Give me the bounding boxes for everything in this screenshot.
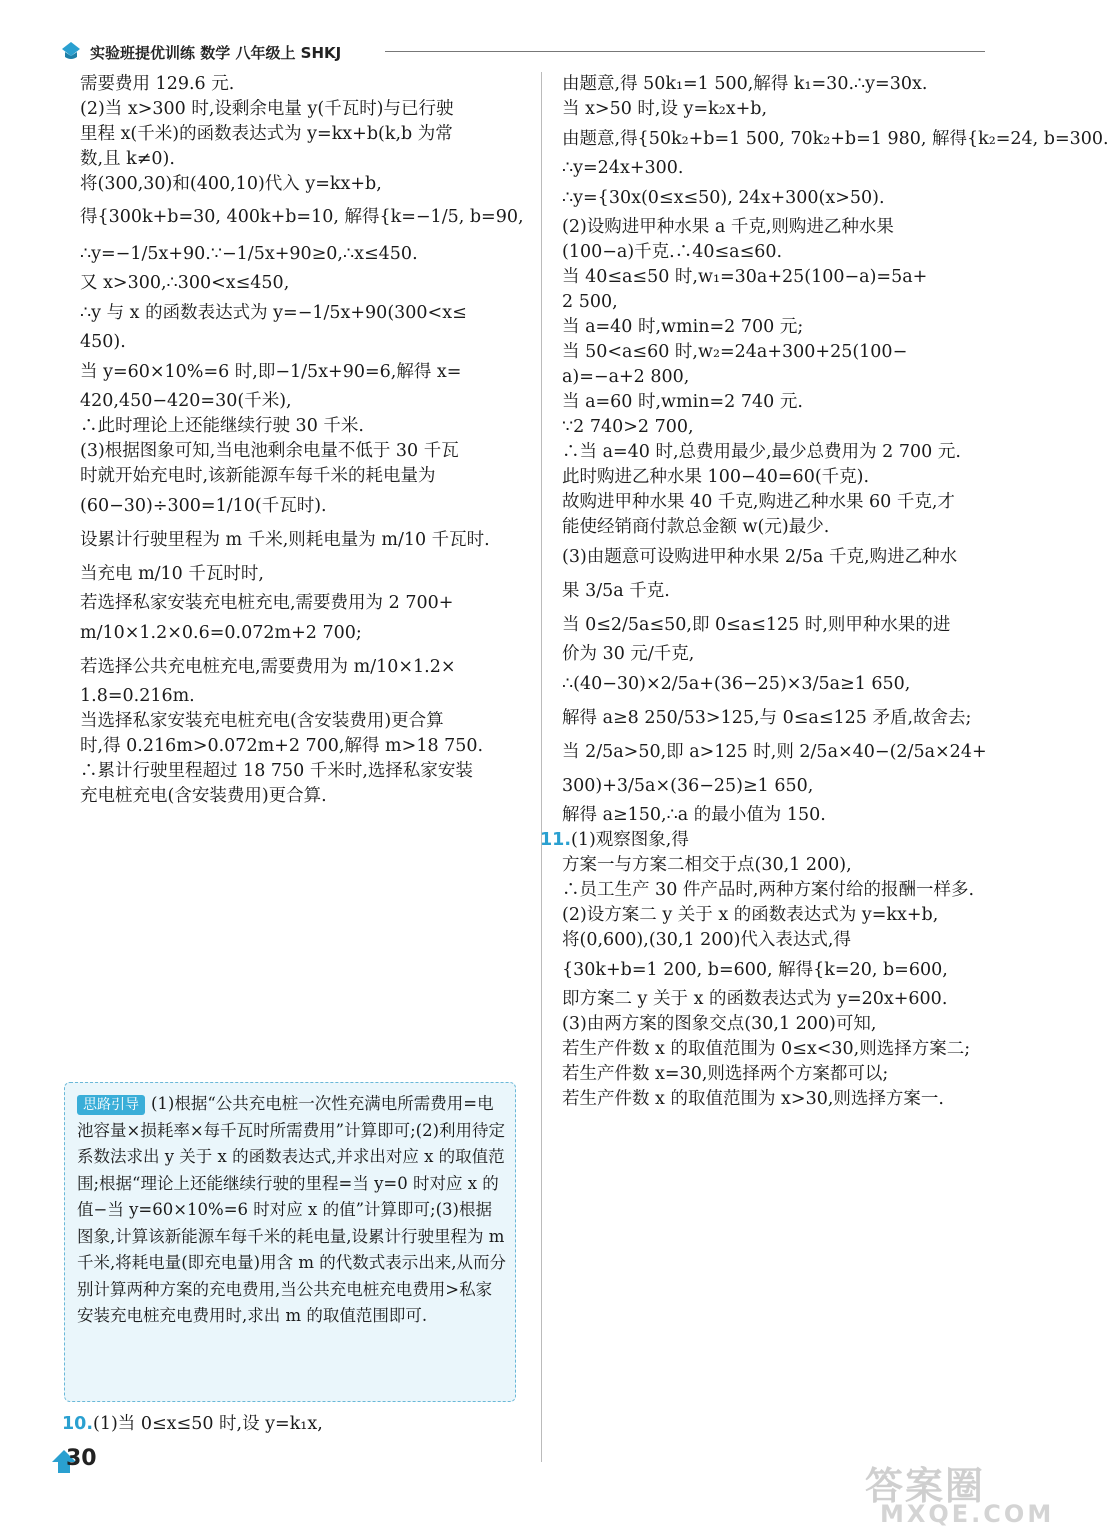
watermark-logo: 答案圈	[865, 1464, 986, 1508]
text-line: ∴y 与 x 的函数表达式为 y=−1/5x+90(300<x≤	[80, 303, 467, 323]
text-line: 2 500,	[562, 292, 618, 312]
text-line: 420,450−420=30(千米),	[80, 391, 292, 411]
text-line: a)=−a+2 800,	[562, 367, 690, 387]
text-line: 得{300k+b=30, 400k+b=10, 解得{k=−1/5, b=90,	[80, 207, 524, 227]
text-line: 当 40≤a≤50 时,w₁=30a+25(100−a)=5a+	[562, 267, 928, 287]
text-line: 即方案二 y 关于 x 的函数表达式为 y=20x+600.	[562, 989, 948, 1009]
text-line: 设累计行驶里程为 m 千米,则耗电量为 m/10 千瓦时.	[80, 530, 490, 550]
text-line: ∴此时理论上还能继续行驶 30 千米.	[80, 416, 364, 436]
text-line: 里程 x(千米)的函数表达式为 y=kx+b(k,b 为常	[80, 124, 453, 144]
text-line: m/10×1.2×0.6=0.072m+2 700;	[80, 623, 362, 643]
text-line: 当 2/5a>50,即 a>125 时,则 2/5a×40−(2/5a×24+	[562, 742, 987, 762]
question-11-text: (1)观察图象,得	[571, 830, 689, 850]
page-header	[60, 36, 985, 66]
text-line: (2)设方案二 y 关于 x 的函数表达式为 y=kx+b,	[562, 905, 939, 925]
text-line: 当 50<a≤60 时,w₂=24a+300+25(100−	[562, 342, 908, 362]
text-line: 充电桩充电(含安装费用)更合算.	[80, 786, 327, 806]
text-line: 1.8=0.216m.	[80, 686, 195, 706]
text-line: 将(0,600),(30,1 200)代入表达式,得	[562, 930, 851, 950]
text-line: 将(300,30)和(400,10)代入 y=kx+b,	[80, 174, 382, 194]
text-line: ∴y=−1/5x+90.∵−1/5x+90≥0,∴x≤450.	[80, 244, 418, 264]
text-line: (2)当 x>300 时,设剩余电量 y(千瓦时)与已行驶	[80, 99, 454, 119]
question-number: 11.	[540, 830, 572, 850]
hint-text-block	[77, 1091, 507, 1330]
text-line: (3)由题意可设购进甲种水果 2/5a 千克,购进乙种水	[562, 547, 958, 567]
text-line: (60−30)÷300=1/10(千瓦时).	[80, 496, 327, 516]
hint-badge: 思路引导	[77, 1095, 145, 1115]
left-column	[80, 72, 524, 809]
text-line: (3)由两方案的图象交点(30,1 200)可知,	[562, 1014, 877, 1034]
text-line: 能使经销商付款总金额 w(元)最少.	[562, 517, 830, 537]
text-line: 由题意,得{50k₂+b=1 500, 70k₂+b=1 980, 解得{k₂=24, b=300.	[562, 129, 1109, 149]
text-line: 450).	[80, 332, 126, 352]
text-line: 时就开始充电时,该新能源车每千米的耗电量为	[80, 466, 436, 486]
text-line: 此时购进乙种水果 100−40=60(千克).	[562, 467, 870, 487]
text-line: ∵2 740>2 700,	[562, 417, 694, 437]
text-line: ∴员工生产 30 件产品时,两种方案付给的报酬一样多.	[562, 880, 975, 900]
book-logo-icon	[60, 40, 82, 62]
text-line: ∴累计行驶里程超过 18 750 千米时,选择私家安装	[80, 761, 473, 781]
text-line: 数,且 k≠0).	[80, 149, 175, 169]
text-line: 由题意,得 50k₁=1 500,解得 k₁=30.∴y=30x.	[562, 74, 928, 94]
text-line: 当 a=60 时,wmin=2 740 元.	[562, 392, 803, 412]
text-line: (100−a)千克.∴40≤a≤60.	[562, 242, 783, 262]
text-line: 又 x>300,∴300<x≤450,	[80, 273, 290, 293]
text-line: 若选择公共充电桩充电,需要费用为 m/10×1.2×	[80, 657, 456, 677]
text-line: ∴y=24x+300.	[562, 158, 684, 178]
header-rule	[385, 51, 985, 52]
question-number: 10.	[62, 1414, 94, 1434]
right-column	[540, 72, 1109, 1112]
text-line: 若生产件数 x 的取值范围为 0≤x<30,则选择方案二;	[562, 1039, 971, 1059]
text-line: 当 x>50 时,设 y=k₂x+b,	[562, 99, 768, 119]
text-line: 时,得 0.216m>0.072m+2 700,解得 m>18 750.	[80, 736, 484, 756]
text-line: 当 a=40 时,wmin=2 700 元;	[562, 317, 804, 337]
text-line: ∴当 a=40 时,总费用最少,最少总费用为 2 700 元.	[562, 442, 961, 462]
watermark-url: MXQE.COM	[880, 1500, 1055, 1528]
text-line: {30k+b=1 200, b=600, 解得{k=20, b=600,	[562, 960, 948, 980]
page-number-badge	[52, 1446, 97, 1478]
page-number: 30	[66, 1446, 97, 1471]
text-line: 故购进甲种水果 40 千克,购进乙种水果 60 千克,才	[562, 492, 955, 512]
text-line: 若生产件数 x 的取值范围为 x>30,则选择方案一.	[562, 1089, 944, 1109]
hint-box	[64, 1082, 516, 1402]
text-line: 果 3/5a 千克.	[562, 581, 670, 601]
text-line: 300)+3/5a×(36−25)≥1 650,	[562, 776, 814, 796]
text-line: (3)根据图象可知,当电池剩余电量不低于 30 千瓦	[80, 441, 459, 461]
text-line: 当充电 m/10 千瓦时时,	[80, 564, 264, 584]
column-divider	[541, 72, 542, 1462]
text-line: 若选择私家安装充电桩充电,需要费用为 2 700+	[80, 593, 454, 613]
hint-text: (1)根据“公共充电桩一次性充满电所需费用=电池容量×损耗率×每千瓦时所需费用”计算即可;(2)利用待定系数法求出 y 关于 x 的函数表达式,并求出对应 x 的取值范围;根据“理论上还能继续行驶的里程=当 y=0 时对应 x 的值−当 y=60×10%=6 时对应 x 的值”计算即可;(3)根据图象,计算该新能源车每千米的耗电量,设累计行驶里程为 m 千米,将耗电量(即充电量)用含 m 的代数式表示出来,从而分别计算两种方案的充电费用,当公共充电桩充电费用>私家安装充电桩充电费用时,求出 m 的取值范围即可.	[77, 1094, 506, 1325]
text-line: (2)设购进甲种水果 a 千克,则购进乙种水果	[562, 217, 894, 237]
text-line: 若生产件数 x=30,则选择两个方案都可以;	[562, 1064, 889, 1084]
question-10-text: (1)当 0≤x≤50 时,设 y=k₁x,	[93, 1414, 323, 1434]
text-line: 当 y=60×10%=6 时,即−1/5x+90=6,解得 x=	[80, 362, 462, 382]
text-line: 当 0≤2/5a≤50,即 0≤a≤125 时,则甲种水果的进	[562, 615, 951, 635]
text-line: 当选择私家安装充电桩充电(含安装费用)更合算	[80, 711, 444, 731]
text-line: ∴(40−30)×2/5a+(36−25)×3/5a≥1 650,	[562, 674, 911, 694]
question-11-start	[540, 828, 1002, 853]
text-line: 解得 a≥8 250/53>125,与 0≤a≤125 矛盾,故舍去;	[562, 708, 972, 728]
text-line: 价为 30 元/千克,	[562, 644, 695, 664]
text-line: 方案一与方案二相交于点(30,1 200),	[562, 855, 852, 875]
text-line: ∴y={30x(0≤x≤50), 24x+300(x>50).	[562, 188, 885, 208]
text-line: 需要费用 129.6 元.	[80, 74, 235, 94]
text-line: 解得 a≥150,∴a 的最小值为 150.	[562, 805, 826, 825]
question-10-start	[62, 1412, 323, 1437]
header-title: 实验班提优训练 数学 八年级上 SHKJ	[90, 44, 342, 62]
